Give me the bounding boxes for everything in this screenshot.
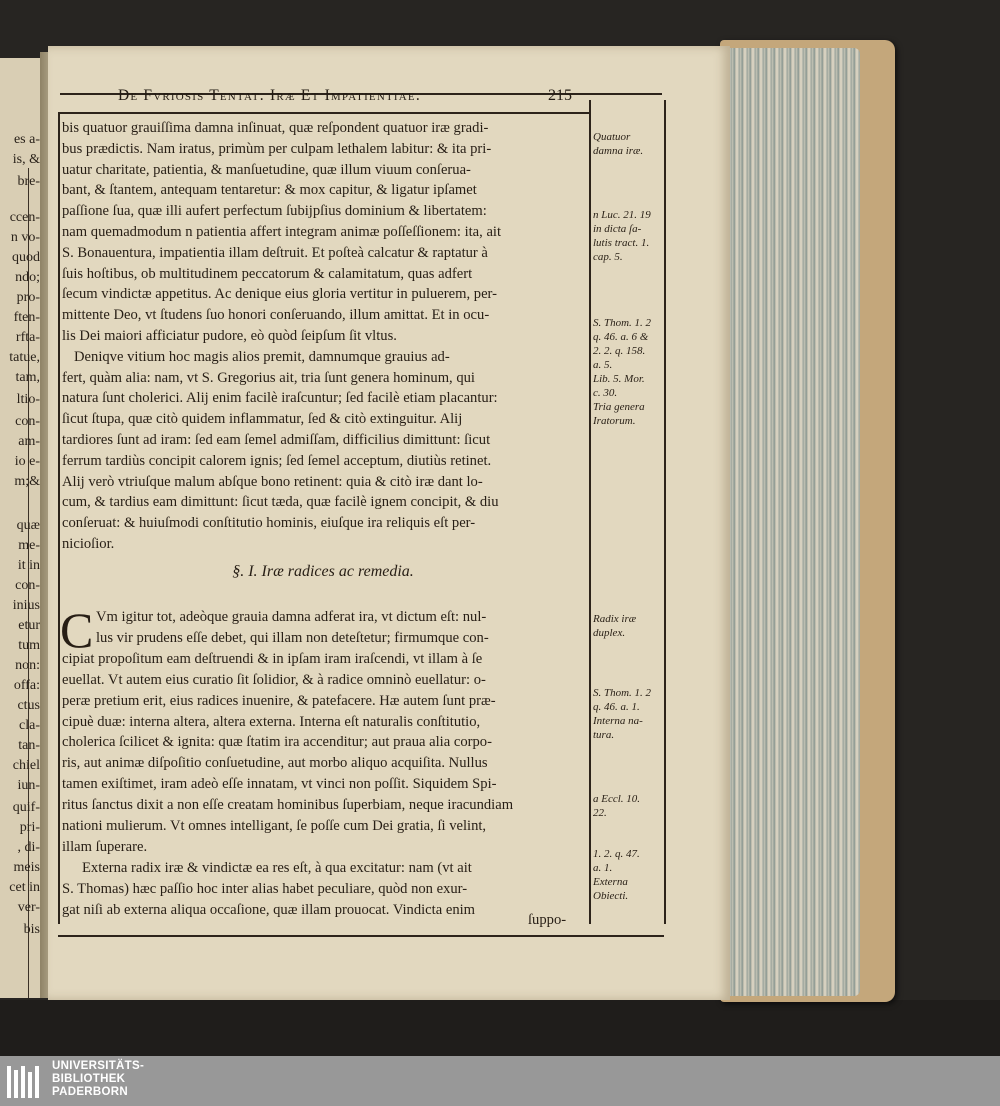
body-line: ritus ſanctus dixit a non eſſe creatam hominibus ſuperbiam, neque iracundiam [62, 797, 514, 814]
body-line: illam ſuperare. [62, 838, 148, 855]
margin-note-line: a Eccl. 10. [593, 793, 641, 805]
margin-note-line: damna iræ. [593, 145, 644, 157]
left-page-fragment: am- [18, 434, 40, 449]
margin-note-line: Externa [593, 876, 628, 888]
margin-note-line: tura. [593, 729, 615, 741]
margin-note-line: a. 5. [593, 359, 613, 371]
body-line: nationi mulierum. Vt omnes intelligant, ſe poſſe cum Dei gratia, ſi velint, [62, 818, 487, 834]
body-line: fert, quàm alia: nam, vt S. Gregorius ait, tria ſunt genera hominum, qui [62, 369, 475, 386]
margin-note-line: lutis tract. 1. [593, 237, 650, 249]
body-line: peræ pretium erit, eius radices inuenire, & patefacere. Hæ autem ſunt præ- [62, 692, 496, 709]
margin-note-line: 2. 2. q. 158. [593, 345, 646, 357]
left-page-fragment: con- [15, 578, 40, 593]
body-line: bus prædictis. Nam iratus, primùm per culpam lethalem labitur: & ita pri- [62, 140, 492, 157]
left-page-fragment: me- [18, 538, 40, 553]
body-line: ferrum tardiùs concipit calorem ignis; ſed ſemel acceptum, diutiùs retinet. [62, 452, 492, 469]
left-page-fragment: tam, [15, 370, 40, 385]
margin-right-rule [664, 100, 666, 924]
left-page-fragment: chiel [12, 758, 40, 773]
margin-note-line: Lib. 5. Mor. [593, 373, 645, 385]
body-line: tardiores ſunt ad iram: ſed eam ſemel admiſſam, difficilius dimittunt: ſicut [62, 432, 491, 448]
body-line: paſſione ſua, quæ illi aufert perfectum ſubijpſius dominium & libertatem: [62, 203, 487, 220]
running-title: De Fvriosis Tentat. Iræ Et Impatientiae. [118, 87, 421, 104]
left-page-fragment: es a- [13, 132, 40, 147]
left-page-fragment: tatue, [9, 350, 40, 365]
left-page-fragment: ctus [17, 698, 40, 713]
page-number: 215 [548, 87, 572, 104]
body-line: lus vir prudens eſſe debet, qui illam non deteſtetur; firmumque con- [96, 629, 489, 646]
left-page-fragment: quif- [12, 800, 40, 815]
margin-note [593, 612, 663, 640]
left-page-fragment: bis [23, 922, 40, 937]
left-page-fragment: con- [15, 414, 40, 429]
left-page-fragment: meis [13, 860, 40, 875]
body-line: ris, aut animæ diſpoſitio conſuetudine, aut morbo aliquo acquiſita. Nullus [62, 755, 488, 772]
left-page-fragment: rfta- [15, 330, 40, 345]
body-line: S. Bonauentura, impatientia illam deſtruit. Et poſteà calcatur & raptatur à [62, 244, 488, 261]
left-page-fragment: iun- [17, 778, 40, 793]
body-line: conſeruat: & huiuſmodi conſtitutio hominis, eiuſque ira reliquis eſt per- [62, 515, 476, 532]
drop-cap: C [60, 602, 94, 658]
left-page-fragment: bre- [17, 174, 40, 189]
left-page-fragment: quod [12, 250, 40, 265]
left-page-fragment: io e- [14, 454, 40, 469]
table-surface [0, 1000, 1000, 1056]
body-line: nam quemadmodum n patientia affert integram animæ poſſeſſionem: ita, ait [62, 224, 502, 240]
page-edges [728, 48, 860, 996]
margin-note [593, 316, 663, 428]
section-title: §. I. Iræ radices ac remedia. [232, 563, 414, 580]
body-line: bis quatuor grauiſſima damna inſinuat, quæ reſpondent quatuor iræ gradi- [62, 120, 489, 136]
body-line: S. Thomas) hæc paſſio hoc inter alias habet peculiare, quòd non exur- [62, 880, 468, 897]
body-line: tamen exiſtimet, iram adeò eſſe innatam, vt vinci non poſſit. Siquidem Spi- [62, 776, 497, 793]
body-line: lis Dei maiori afficiatur pudore, eò quòd ſeipſum ſit vltus. [62, 328, 397, 344]
left-page-fragment: ltio- [16, 392, 40, 407]
margin-note-line: 1. 2. q. 47. [593, 848, 640, 860]
left-page-fragment: pro- [16, 290, 40, 305]
left-page-fragment: m;& [14, 474, 40, 489]
body-line: Externa radix iræ & vindictæ ea res eſt, à qua excitatur: nam (vt ait [82, 859, 472, 876]
margin-note-line: Radix iræ [593, 613, 637, 625]
body-line: Vm igitur tot, adeòque grauia damna adferat ira, vt dictum eſt: nul- [96, 609, 487, 625]
left-page-fragment: ver- [17, 900, 40, 915]
text-left-rule [58, 112, 60, 924]
body-line: ſecum vindictæ appetitus. Ac denique eius gloria vertitur in puluerem, per- [62, 286, 497, 303]
left-page-fragment: tan- [18, 738, 40, 753]
body-line: mittente Deo, vt ſtudens ſuo honori conſeruando, illum amittat. Et in ocu- [62, 307, 490, 324]
margin-note [593, 208, 663, 264]
left-page-fragment: cet in [9, 880, 40, 895]
library-name-line-1: UNIVERSITÄTS- [52, 1060, 145, 1072]
margin-note-line: Obiecti. [593, 890, 629, 902]
left-page-fragment: ften- [13, 310, 40, 325]
margin-note-line: in dicta ſa- [593, 223, 642, 235]
library-name [52, 1060, 144, 1099]
left-page-fragment: is, & [12, 152, 40, 167]
margin-note-line: S. Thom. 1. 2 [593, 317, 652, 329]
left-page-fragment: ndo; [15, 270, 40, 285]
margin-note-line: duplex. [593, 627, 626, 639]
margin-note [593, 686, 663, 742]
margin-note-line: cap. 5. [593, 251, 623, 263]
text-right-rule [589, 100, 591, 924]
left-page-fragment: it in [17, 558, 40, 573]
margin-note-line: Tria genera [593, 401, 645, 413]
body-line: euellat. Vt autem eius curatio ſit ſolidior, & à radice omninò euellatur: o- [62, 671, 486, 688]
body-line: ſuis hoſtibus, ob multitudinem peccatorum & calamitatum, quas adfert [62, 265, 473, 282]
bottom-rule [58, 935, 664, 937]
body-line: Alij verò vtriuſque malum abſque bono retinent: quia & citò iræ dant lo- [62, 473, 483, 490]
left-page-fragment: tum [18, 638, 40, 653]
left-page-fragment: non: [15, 658, 40, 673]
body-line: nicioſior. [62, 536, 115, 552]
library-name-line-2: BIBLIOTHEK [52, 1073, 126, 1085]
margin-note-line: n Luc. 21. 19 [593, 209, 651, 221]
margin-note-line: Iratorum. [593, 415, 636, 427]
footer-bar [0, 1056, 1000, 1106]
library-logo-icon [5, 1062, 45, 1102]
left-page-fragment: cla- [19, 718, 40, 733]
left-page-fragment: , di- [17, 840, 40, 855]
margin-note-line: S. Thom. 1. 2 [593, 687, 652, 699]
margin-note-line: c. 30. [593, 387, 618, 399]
body-line: Deniqve vitium hoc magis alios premit, damnumque grauius ad- [74, 348, 450, 365]
body-line: cholerica ſcilicet & ignita: quæ ſtatim ira accenditur; aut praua alia corpo- [62, 734, 492, 751]
left-page-fragment: pri- [19, 820, 40, 835]
left-page-fragment: etur [18, 618, 40, 633]
left-page-fragment: offa: [13, 678, 40, 693]
margin-note-line: a. 1. [593, 862, 613, 874]
margin-note [593, 130, 663, 158]
left-page-fragment: n vo- [10, 230, 40, 245]
body-line: ſicut ſtupa, quæ citò quidem inflammatur, ſed & citò extinguitur. Alij [62, 411, 463, 428]
top-rule [60, 112, 590, 114]
margin-note [593, 792, 663, 820]
margin-note-line: Quatuor [593, 131, 631, 143]
body-line: cipuè duæ: interna altera, altera externa. Interna eſt naturalis conſtitutio, [62, 713, 481, 730]
body-line: uatur charitate, patientia, & manſuetudine, quæ illum viuum conſerua- [62, 161, 471, 178]
margin-note [593, 847, 663, 903]
catchword: ſuppo- [528, 912, 567, 928]
body-line: gat niſi ab externa aliqua occaſione, quæ illam prouocat. Vindicta enim [62, 901, 476, 918]
margin-note-line: Interna na- [593, 715, 643, 727]
margin-note-line: q. 46. a. 1. [593, 701, 640, 713]
body-line: cipiat propoſitum eam deſtruendi & in ipſam iram iraſcendi, vt illam à ſe [62, 650, 483, 667]
left-page-fragment: quæ [16, 518, 40, 533]
body-line: bant, & ſtantem, antequam tentaretur: & mox capitur, & ligatur ipſamet [62, 182, 477, 199]
library-name-line-3: PADERBORN [52, 1086, 128, 1098]
margin-note-line: 22. [593, 807, 607, 819]
left-page-fragment: ccen- [9, 210, 40, 225]
body-line: cum, & tardius eam dimittunt: ſicut tæda, quæ facilè ignem concipit, & diu [62, 494, 499, 511]
body-line: natura ſunt cholerici. Alij enim facilè iraſcuntur; ſed facilè etiam placantur: [62, 390, 498, 407]
margin-note-line: q. 46. a. 6 & [593, 331, 649, 343]
left-page-fragment: inius [12, 598, 40, 613]
